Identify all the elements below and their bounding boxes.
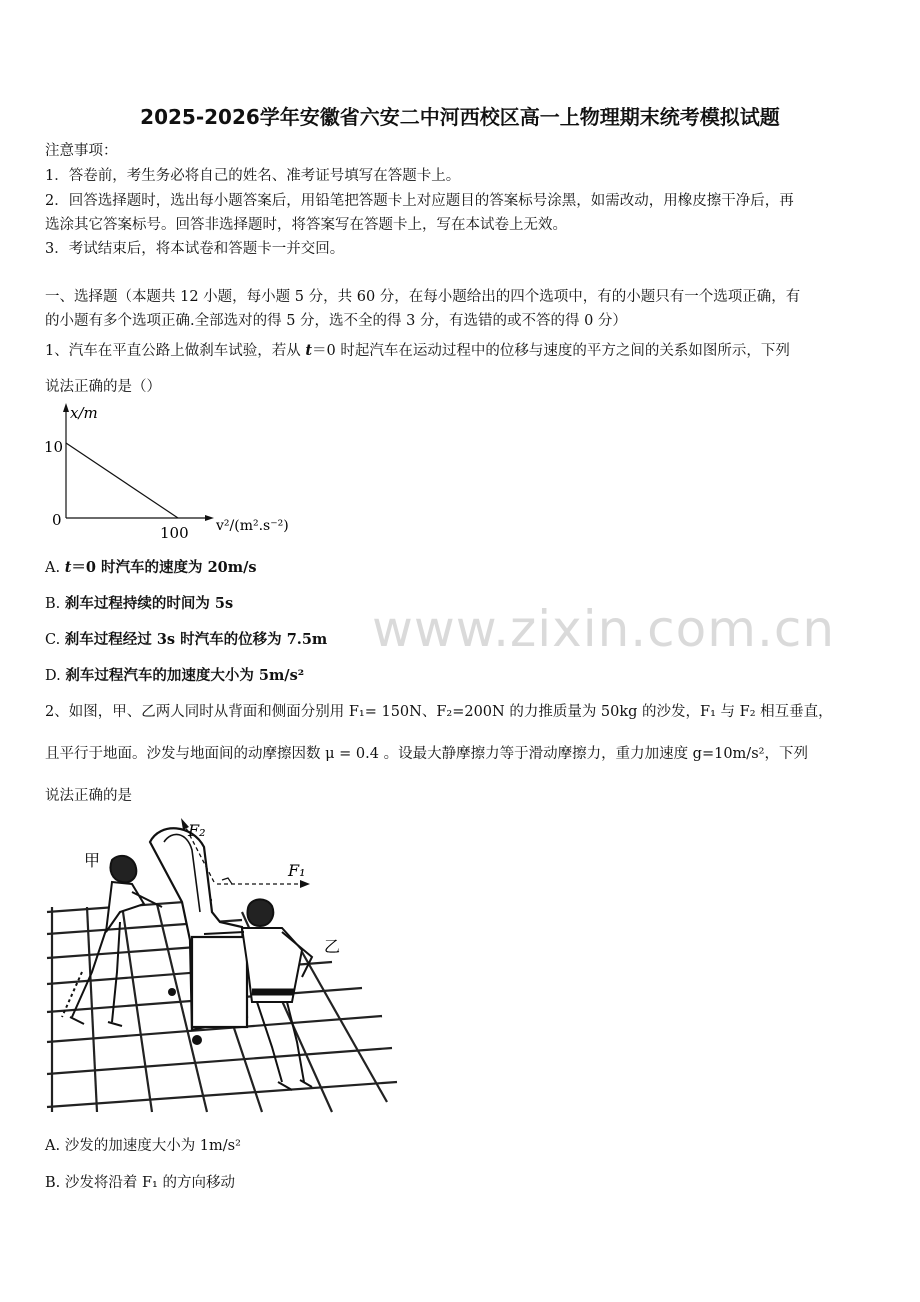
option-text: 刹车过程经过 3s 时汽车的位移为 7.5m — [64, 631, 328, 648]
option-text: 刹车过程汽车的加速度大小为 5m/s² — [65, 667, 305, 684]
option-text: ＝0 时汽车的速度为 20m/s — [71, 559, 257, 576]
q1-option-b[interactable] — [45, 592, 233, 613]
question-1-stem-cont: 说法正确的是（） — [45, 379, 161, 395]
graph-x-label: v²/(m².s⁻²) — [216, 518, 289, 534]
q1-option-c[interactable] — [45, 628, 327, 649]
q1-text: ＝0 时起汽车在运动过程中的位移与速度的平方之间的关系如图所示，下列 — [312, 343, 790, 359]
option-var: t — [64, 559, 72, 576]
notice-item: 1．答卷前，考生务必将自己的姓名、准考证号填写在答题卡上。 — [45, 168, 461, 184]
q2-option-a[interactable]: A. 沙发的加速度大小为 1m/s² — [45, 1138, 241, 1154]
notice-item: 选涂其它答案标号。回答非选择题时，将答案写在答题卡上，写在本试卷上无效。 — [45, 217, 567, 233]
option-prefix: C. — [45, 632, 65, 648]
page-title: 2025-2026学年安徽省六安二中河西校区高一上物理期末统考模拟试题 — [140, 105, 780, 129]
graph-origin: 0 — [52, 511, 62, 529]
q2-figure — [42, 812, 402, 1122]
q1-graph — [40, 400, 310, 545]
label-yi: 乙 — [324, 937, 341, 956]
question-2-stem-cont: 且平行于地面。沙发与地面间的动摩擦因数 μ = 0.4 。设最大静摩擦力等于滑动摩擦力，重力加速度 g=10m/s²，下列 — [45, 746, 808, 762]
question-2-stem-cont: 说法正确的是 — [45, 788, 132, 804]
graph-x-tick: 100 — [160, 524, 189, 542]
notice-item: 2．回答选择题时，选出每小题答案后，用铅笔把答题卡上对应题目的答案标号涂黑，如需改动，用橡皮擦干净后，再 — [45, 193, 794, 209]
label-jia: 甲 — [84, 851, 101, 870]
graph-y-label: x/m — [70, 404, 98, 422]
option-prefix: D. — [45, 668, 66, 684]
q2-option-b[interactable]: B. 沙发将沿着 F₁ 的方向移动 — [45, 1175, 235, 1191]
option-text: 刹车过程持续的时间为 5s — [64, 595, 234, 612]
label-f1: F₁ — [288, 861, 306, 880]
q1-option-d[interactable] — [45, 664, 304, 685]
question-2-stem: 2、如图，甲、乙两人同时从背面和侧面分别用 F₁= 150N、F₂=200N 的力推质量为 50kg 的沙发，F₁ 与 F₂ 相互垂直， — [45, 704, 833, 720]
q1-var-t: t — [305, 342, 313, 359]
graph-y-tick: 10 — [44, 438, 64, 456]
question-1-stem — [45, 339, 790, 360]
notice-heading: 注意事项： — [45, 143, 118, 159]
option-prefix: B. — [45, 596, 65, 612]
label-f2: F₂ — [188, 821, 206, 840]
q1-text: 1、汽车在平直公路上做刹车试验，若从 — [45, 343, 306, 359]
section-heading-cont: 的小题有多个选项正确.全部选对的得 5 分，选不全的得 3 分，有选错的或不答的得 0 分） — [45, 313, 627, 329]
notice-item: 3．考试结束后，将本试卷和答题卡一并交回。 — [45, 241, 345, 257]
q1-option-a[interactable] — [45, 556, 257, 577]
option-prefix: A. — [45, 560, 65, 576]
watermark: www.zixin.com.cn — [372, 600, 836, 658]
section-heading: 一、选择题（本题共 12 小题，每小题 5 分，共 60 分，在每小题给出的四个选项中，有的小题只有一个选项正确，有 — [45, 289, 801, 305]
